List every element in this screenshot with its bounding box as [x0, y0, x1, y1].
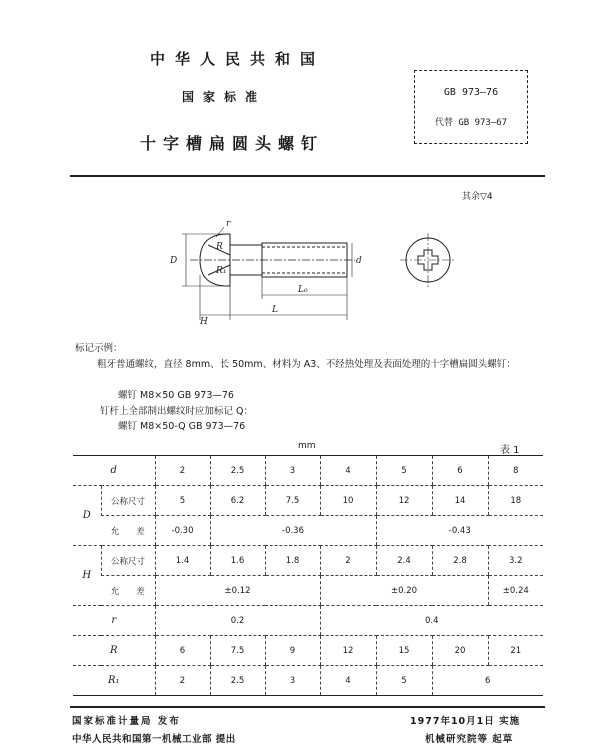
- table-row-R1: [73, 666, 543, 696]
- header-rule: [70, 175, 545, 177]
- standard-number-box: [414, 70, 528, 144]
- drafter: 机械研究院等 起草: [425, 734, 514, 745]
- issuer: 国家标准计量局 发布: [72, 716, 181, 727]
- footer-rule: [70, 706, 545, 708]
- standard-number: GB 973—76: [443, 87, 499, 98]
- H-tol-cell: ±0.24: [488, 576, 543, 606]
- label-D: D: [170, 256, 178, 266]
- table-row-d: [73, 456, 543, 486]
- row-label-r: r: [73, 606, 155, 636]
- marking-note: 钉杆上全部制出螺纹时应加标记 Q：: [100, 406, 253, 417]
- D-cell: 6.2: [210, 486, 265, 516]
- screw-drawing: [160, 215, 470, 327]
- country-title: 中华人民共和国: [150, 50, 326, 68]
- table-row-H-tol: [73, 576, 543, 606]
- H-cell: 3.2: [488, 546, 543, 576]
- table-row-R: [73, 636, 543, 666]
- D-cell: 10: [320, 486, 376, 516]
- label-R1: R₁: [216, 266, 227, 276]
- R-cell: 9: [265, 636, 320, 666]
- surface-roughness-note: 其余▽4: [462, 192, 493, 202]
- H-tol-cell: ±0.12: [155, 576, 320, 606]
- R-cell: 21: [488, 636, 543, 666]
- table-label: 表 1: [500, 445, 520, 456]
- R1-cell: 3: [265, 666, 320, 696]
- d-cell: 2.5: [210, 456, 265, 486]
- dimension-table: [73, 455, 543, 696]
- R-cell: 20: [432, 636, 488, 666]
- table-row-D-tol: [73, 516, 543, 546]
- D-cell: 5: [155, 486, 210, 516]
- d-cell: 2: [155, 456, 210, 486]
- table-row-H-nominal: [73, 546, 543, 576]
- marking-description: 粗牙普通螺纹，直径 8mm、长 50mm、材料为 A3、不经热处理及表面处理的十字槽扁圆头螺钉：: [97, 359, 516, 370]
- H-tol-cell: ±0.20: [320, 576, 488, 606]
- standard-type: 国家标准: [182, 90, 267, 104]
- H-nominal-label: 公称尺寸: [101, 546, 155, 576]
- label-L: L: [272, 305, 278, 315]
- table-row-r: [73, 606, 543, 636]
- document-title: 十字槽扁圆头螺钉: [140, 134, 325, 153]
- label-L0: L₀: [298, 285, 308, 295]
- d-cell: 6: [432, 456, 488, 486]
- R1-cell: 5: [376, 666, 432, 696]
- label-H: H: [200, 317, 208, 327]
- H-cell: 1.8: [265, 546, 320, 576]
- R1-cell: 2.5: [210, 666, 265, 696]
- D-cell: 18: [488, 486, 543, 516]
- d-cell: 5: [376, 456, 432, 486]
- d-cell: 8: [488, 456, 543, 486]
- marking-heading: 标记示例：: [75, 343, 123, 354]
- H-tol-label: 允 差: [101, 576, 155, 606]
- label-r: r: [226, 219, 231, 229]
- replaces-note: 代替 GB 973—67: [434, 118, 508, 128]
- R-cell: 12: [320, 636, 376, 666]
- R-cell: 6: [155, 636, 210, 666]
- H-cell: 2.8: [432, 546, 488, 576]
- d-cell: 4: [320, 456, 376, 486]
- H-cell: 1.6: [210, 546, 265, 576]
- row-label-R: R: [73, 636, 155, 666]
- marking-example-2: 螺钉 M8×50-Q GB 973—76: [118, 421, 246, 432]
- proposer: 中华人民共和国第一机械工业部 提出: [72, 734, 236, 745]
- D-tol-label: 允 差: [101, 516, 155, 546]
- table-row-D-nominal: [73, 486, 543, 516]
- H-cell: 1.4: [155, 546, 210, 576]
- R1-cell: 6: [432, 666, 543, 696]
- D-nominal-label: 公称尺寸: [101, 486, 155, 516]
- H-cell: 2.4: [376, 546, 432, 576]
- H-cell: 2: [320, 546, 376, 576]
- D-cell: 14: [432, 486, 488, 516]
- label-R: R: [216, 242, 223, 252]
- R1-cell: 4: [320, 666, 376, 696]
- marking-example-1: 螺钉 M8×50 GB 973—76: [118, 390, 234, 401]
- row-label-R1: R₁: [73, 666, 155, 696]
- table-unit: mm: [298, 441, 316, 451]
- row-label-D: D: [73, 486, 101, 546]
- effective-date: 1977年10月1日 实施: [410, 716, 521, 727]
- D-tol-cell: -0.36: [210, 516, 376, 546]
- D-tol-cell: -0.30: [155, 516, 210, 546]
- row-label-H: H: [73, 546, 101, 606]
- D-tol-cell: -0.43: [376, 516, 543, 546]
- r-cell: 0.4: [320, 606, 543, 636]
- r-cell: 0.2: [155, 606, 320, 636]
- R-cell: 7.5: [210, 636, 265, 666]
- label-d: d: [356, 256, 362, 266]
- D-cell: 12: [376, 486, 432, 516]
- row-label-d: d: [73, 456, 155, 486]
- R-cell: 15: [376, 636, 432, 666]
- D-cell: 7.5: [265, 486, 320, 516]
- d-cell: 3: [265, 456, 320, 486]
- R1-cell: 2: [155, 666, 210, 696]
